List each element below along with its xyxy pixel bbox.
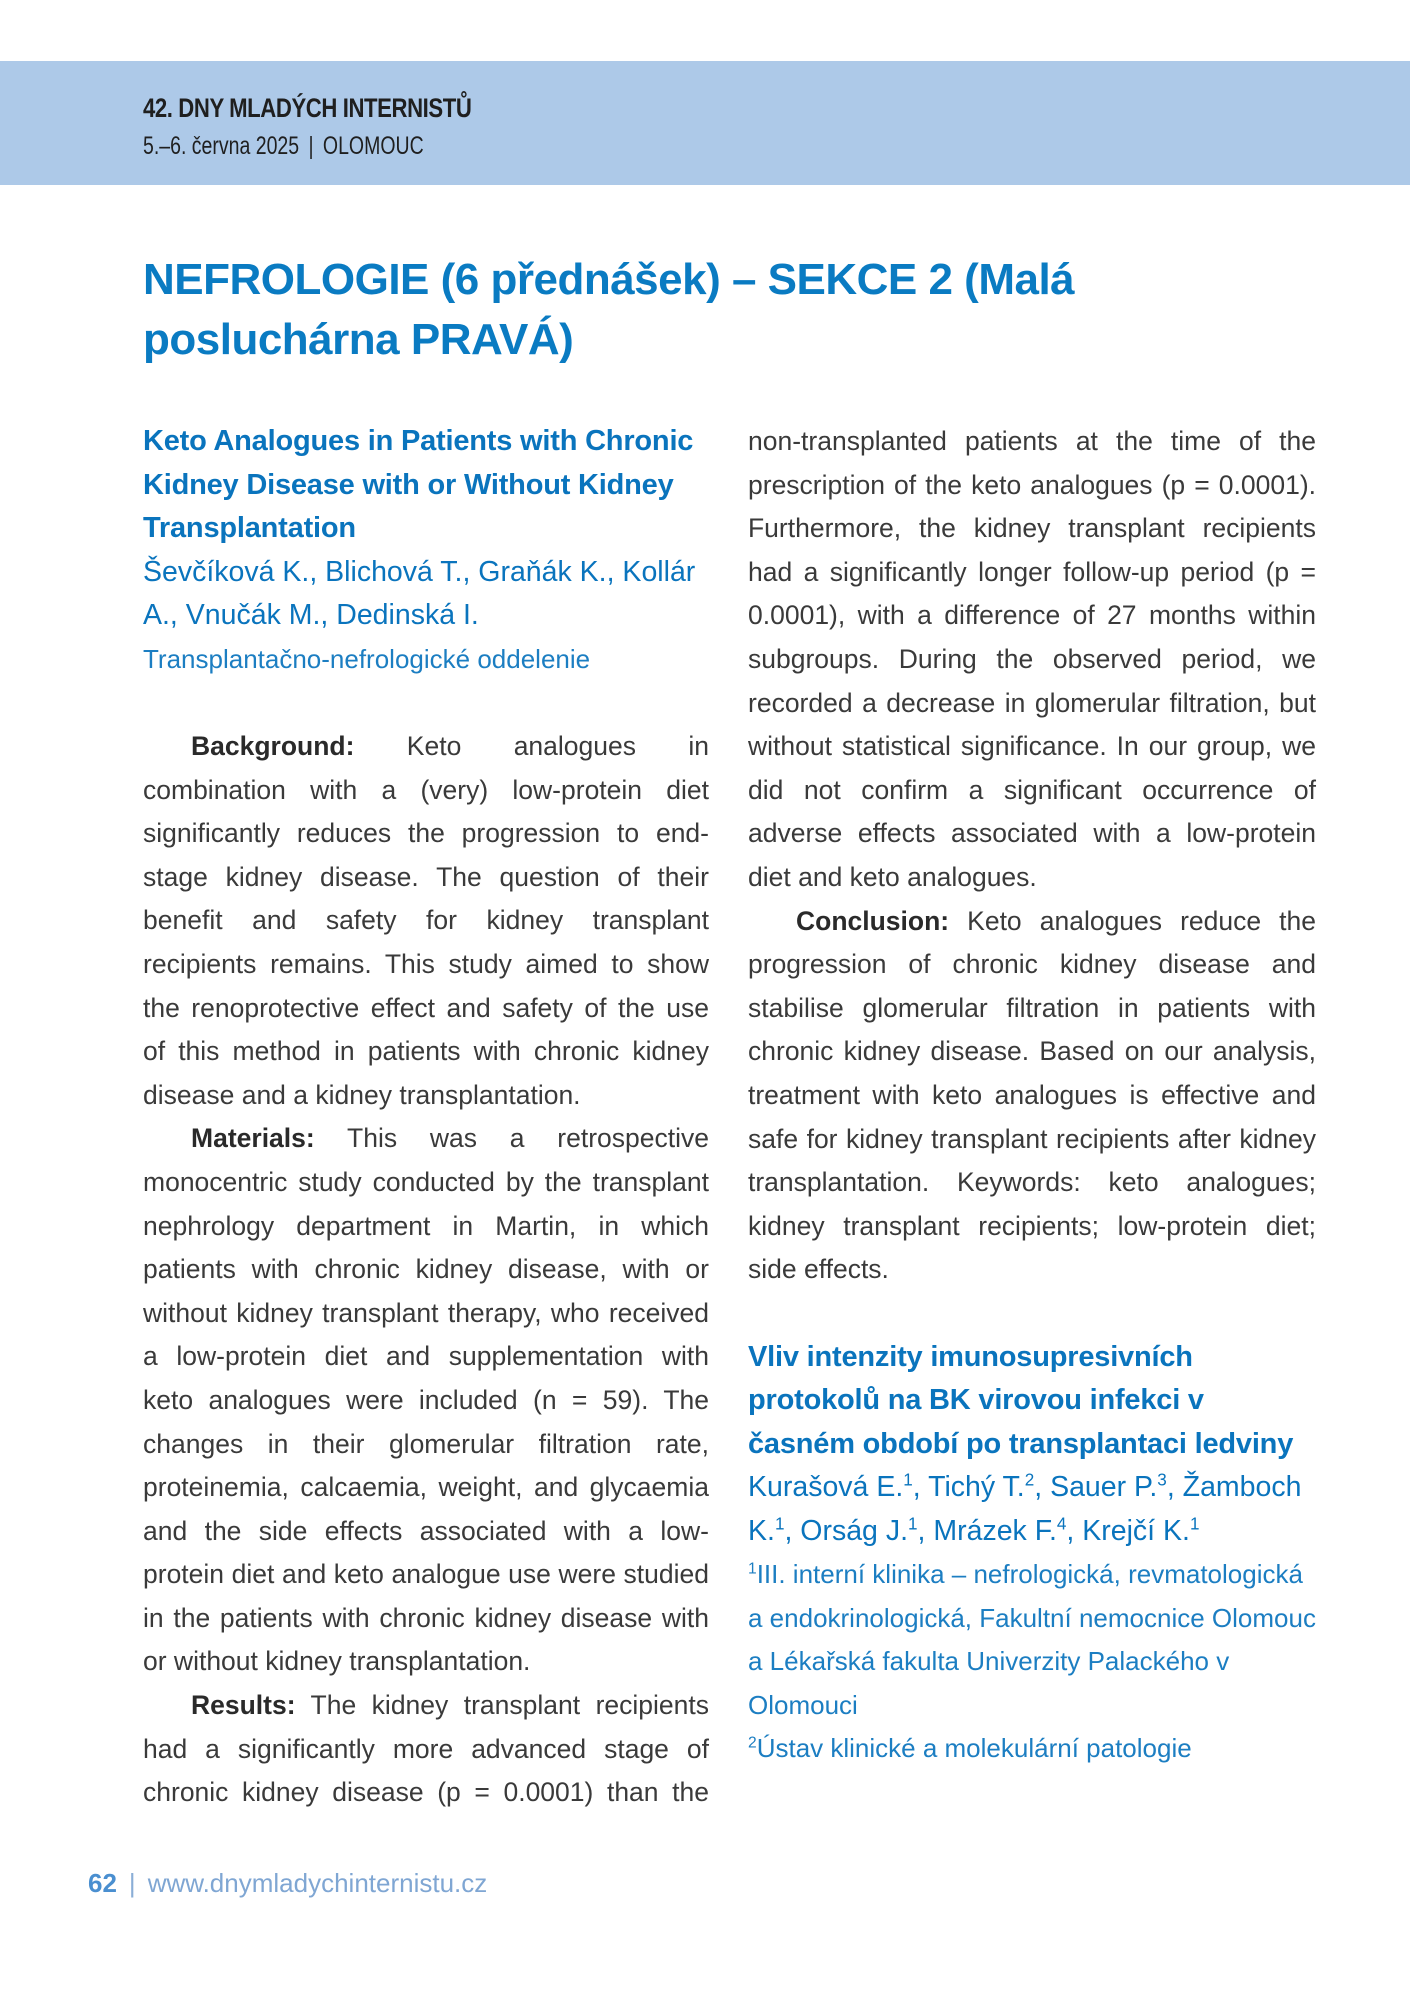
- article-2-title: Vliv intenzity imunosupresivních protokolů na BK virovou infekci v časném období po transplantaci ledviny: [748, 1340, 1294, 1460]
- author: Mrázek F.$^4$,: [933, 1514, 1083, 1547]
- footer-separator: |: [128, 1868, 136, 1898]
- author: Kurašová E.$^1$,: [748, 1470, 929, 1504]
- author-name: Krejčí K.: [1082, 1514, 1190, 1547]
- affiliation-marker: 2: [748, 1734, 757, 1752]
- affiliation-marker: 3: [1157, 1470, 1167, 1490]
- article-1-title: Keto Analogues in Patients with Chronic Kidney Disease with or Without Kidney Transplantation: [143, 425, 694, 544]
- author: Tichý T.$^2$,: [928, 1470, 1051, 1504]
- results-text-left: The kidney transplant recipients had a significantly more advanced stage of chronic kidney disease (p = 0.0001) than the: [143, 1690, 709, 1808]
- background-text: Keto analogues in combination with a (very) low-protein diet significantly reduces the progression to end-stage kidney disease. The question of their benefit and safety for kidney transplant recipients remains. This study aimed to show the renoprotective effect and safety of the use of this method in patients with chronic kidney disease and a kidney transplantation.: [143, 731, 709, 1110]
- article-2-affiliations: [748, 1553, 1316, 1771]
- section-title: NEFROLOGIE (6 přednášek) – SEKCE 2 (Malá posluchárna PRAVÁ): [143, 255, 1075, 364]
- page-footer: [88, 1868, 487, 1899]
- affiliation-marker: 1: [774, 1514, 785, 1534]
- author-name: Mrázek F.: [933, 1514, 1057, 1547]
- affiliation-marker: 1: [908, 1514, 918, 1534]
- article-1-affiliation: Transplantačno-nefrologické oddelenie: [143, 643, 591, 674]
- article-1-results-start: [143, 1684, 709, 1815]
- author-name: Tichý T.: [928, 1471, 1025, 1504]
- author-name: Sauer P.: [1050, 1471, 1158, 1504]
- header-separator: |: [308, 132, 314, 160]
- website-link[interactable]: www.dnymladychinternistu.cz: [147, 1868, 488, 1898]
- author-name: Žamboch K.: [748, 1471, 1302, 1547]
- materials-text: This was a retrospective monocentric study conducted by the transplant nephrology department in Martin, in which patients with chronic kidney disease, with or without kidney transplant therapy, who received a low-protein diet and supplementation with keto analogues were included (n = 59). The changes in their glomerular filtration rate, proteinemia, calcaemia, weight, and glycaemia and the side effects associated with a low-protein diet and keto analogue use were studied in the patients with chronic kidney disease with or without kidney transplantation.: [143, 1123, 709, 1677]
- affiliation-marker: 2: [1024, 1470, 1035, 1490]
- affiliation-marker: 1: [903, 1470, 913, 1490]
- author: [1082, 1515, 1199, 1547]
- author: Žamboch K.$^1$,: [748, 1471, 1302, 1547]
- event-city: OLOMOUC: [322, 132, 424, 160]
- article-1-materials: [143, 1117, 709, 1684]
- affiliation-marker: 4: [1056, 1514, 1067, 1534]
- affiliation-text: Ústav klinické a molekulární patologie: [756, 1733, 1192, 1764]
- materials-label: Materials:: [191, 1123, 315, 1154]
- affiliation-text: III. interní klinika – nefrologická, revmatologická a endokrinologická, Fakultní nemocnice Olomouc a Lékařská fakulta Univerzity Palackého v Olomouci: [748, 1559, 1316, 1720]
- article-1-conclusion: [748, 900, 1316, 1292]
- author: Sauer P.$^3$,: [1050, 1470, 1183, 1504]
- right-column: [748, 420, 1316, 1771]
- article-1-background: [143, 725, 709, 1117]
- left-column: [143, 420, 709, 1815]
- affiliation-marker: 1: [748, 1560, 757, 1578]
- conclusion-label: Conclusion:: [796, 905, 950, 936]
- author-name: Kurašová E.: [748, 1471, 904, 1504]
- affiliation: [748, 1727, 1316, 1771]
- author: Orság J.$^1$,: [800, 1514, 934, 1547]
- author-name: Orság J.: [800, 1514, 908, 1547]
- affiliation: [748, 1553, 1316, 1727]
- article-1-results-continued: non-transplanted patients at the time of the prescription of the keto analogues (p = 0.0001). Furthermore, the kidney transplant recipients had a significantly longer follow-up period (p = 0.0001), with a difference of 27 months within subgroups. During the observed period, we recorded a decrease in glomerular filtration, but without statistical significance. In our group, we did not confirm a significant occurrence of adverse effects associated with a low-protein diet and keto analogues.: [748, 426, 1316, 892]
- background-label: Background:: [191, 731, 355, 761]
- event-date: 5.–6. června 2025: [143, 132, 300, 160]
- event-date-location: [143, 132, 424, 161]
- article-1-authors: Ševčíková K., Blichová T., Graňák K., Kollár A., Vnučák M., Dedinská I.: [143, 555, 696, 631]
- event-title: 42. DNY MLADÝCH INTERNISTŮ: [143, 93, 472, 123]
- conclusion-text: Keto analogues reduce the progression of chronic kidney disease and stabilise glomerular filtration in patients with chronic kidney disease. Based on our analysis, treatment with keto analogues is effective and safe for kidney transplant recipients after kidney transplantation. Keywords: keto analogues; kidney transplant recipients; low-protein diet; side effects.: [748, 905, 1316, 1285]
- affiliation-marker: 1: [1189, 1514, 1200, 1534]
- page-number: 62: [88, 1868, 117, 1898]
- results-label: Results:: [191, 1690, 296, 1721]
- article-2-authors: [748, 1466, 1316, 1553]
